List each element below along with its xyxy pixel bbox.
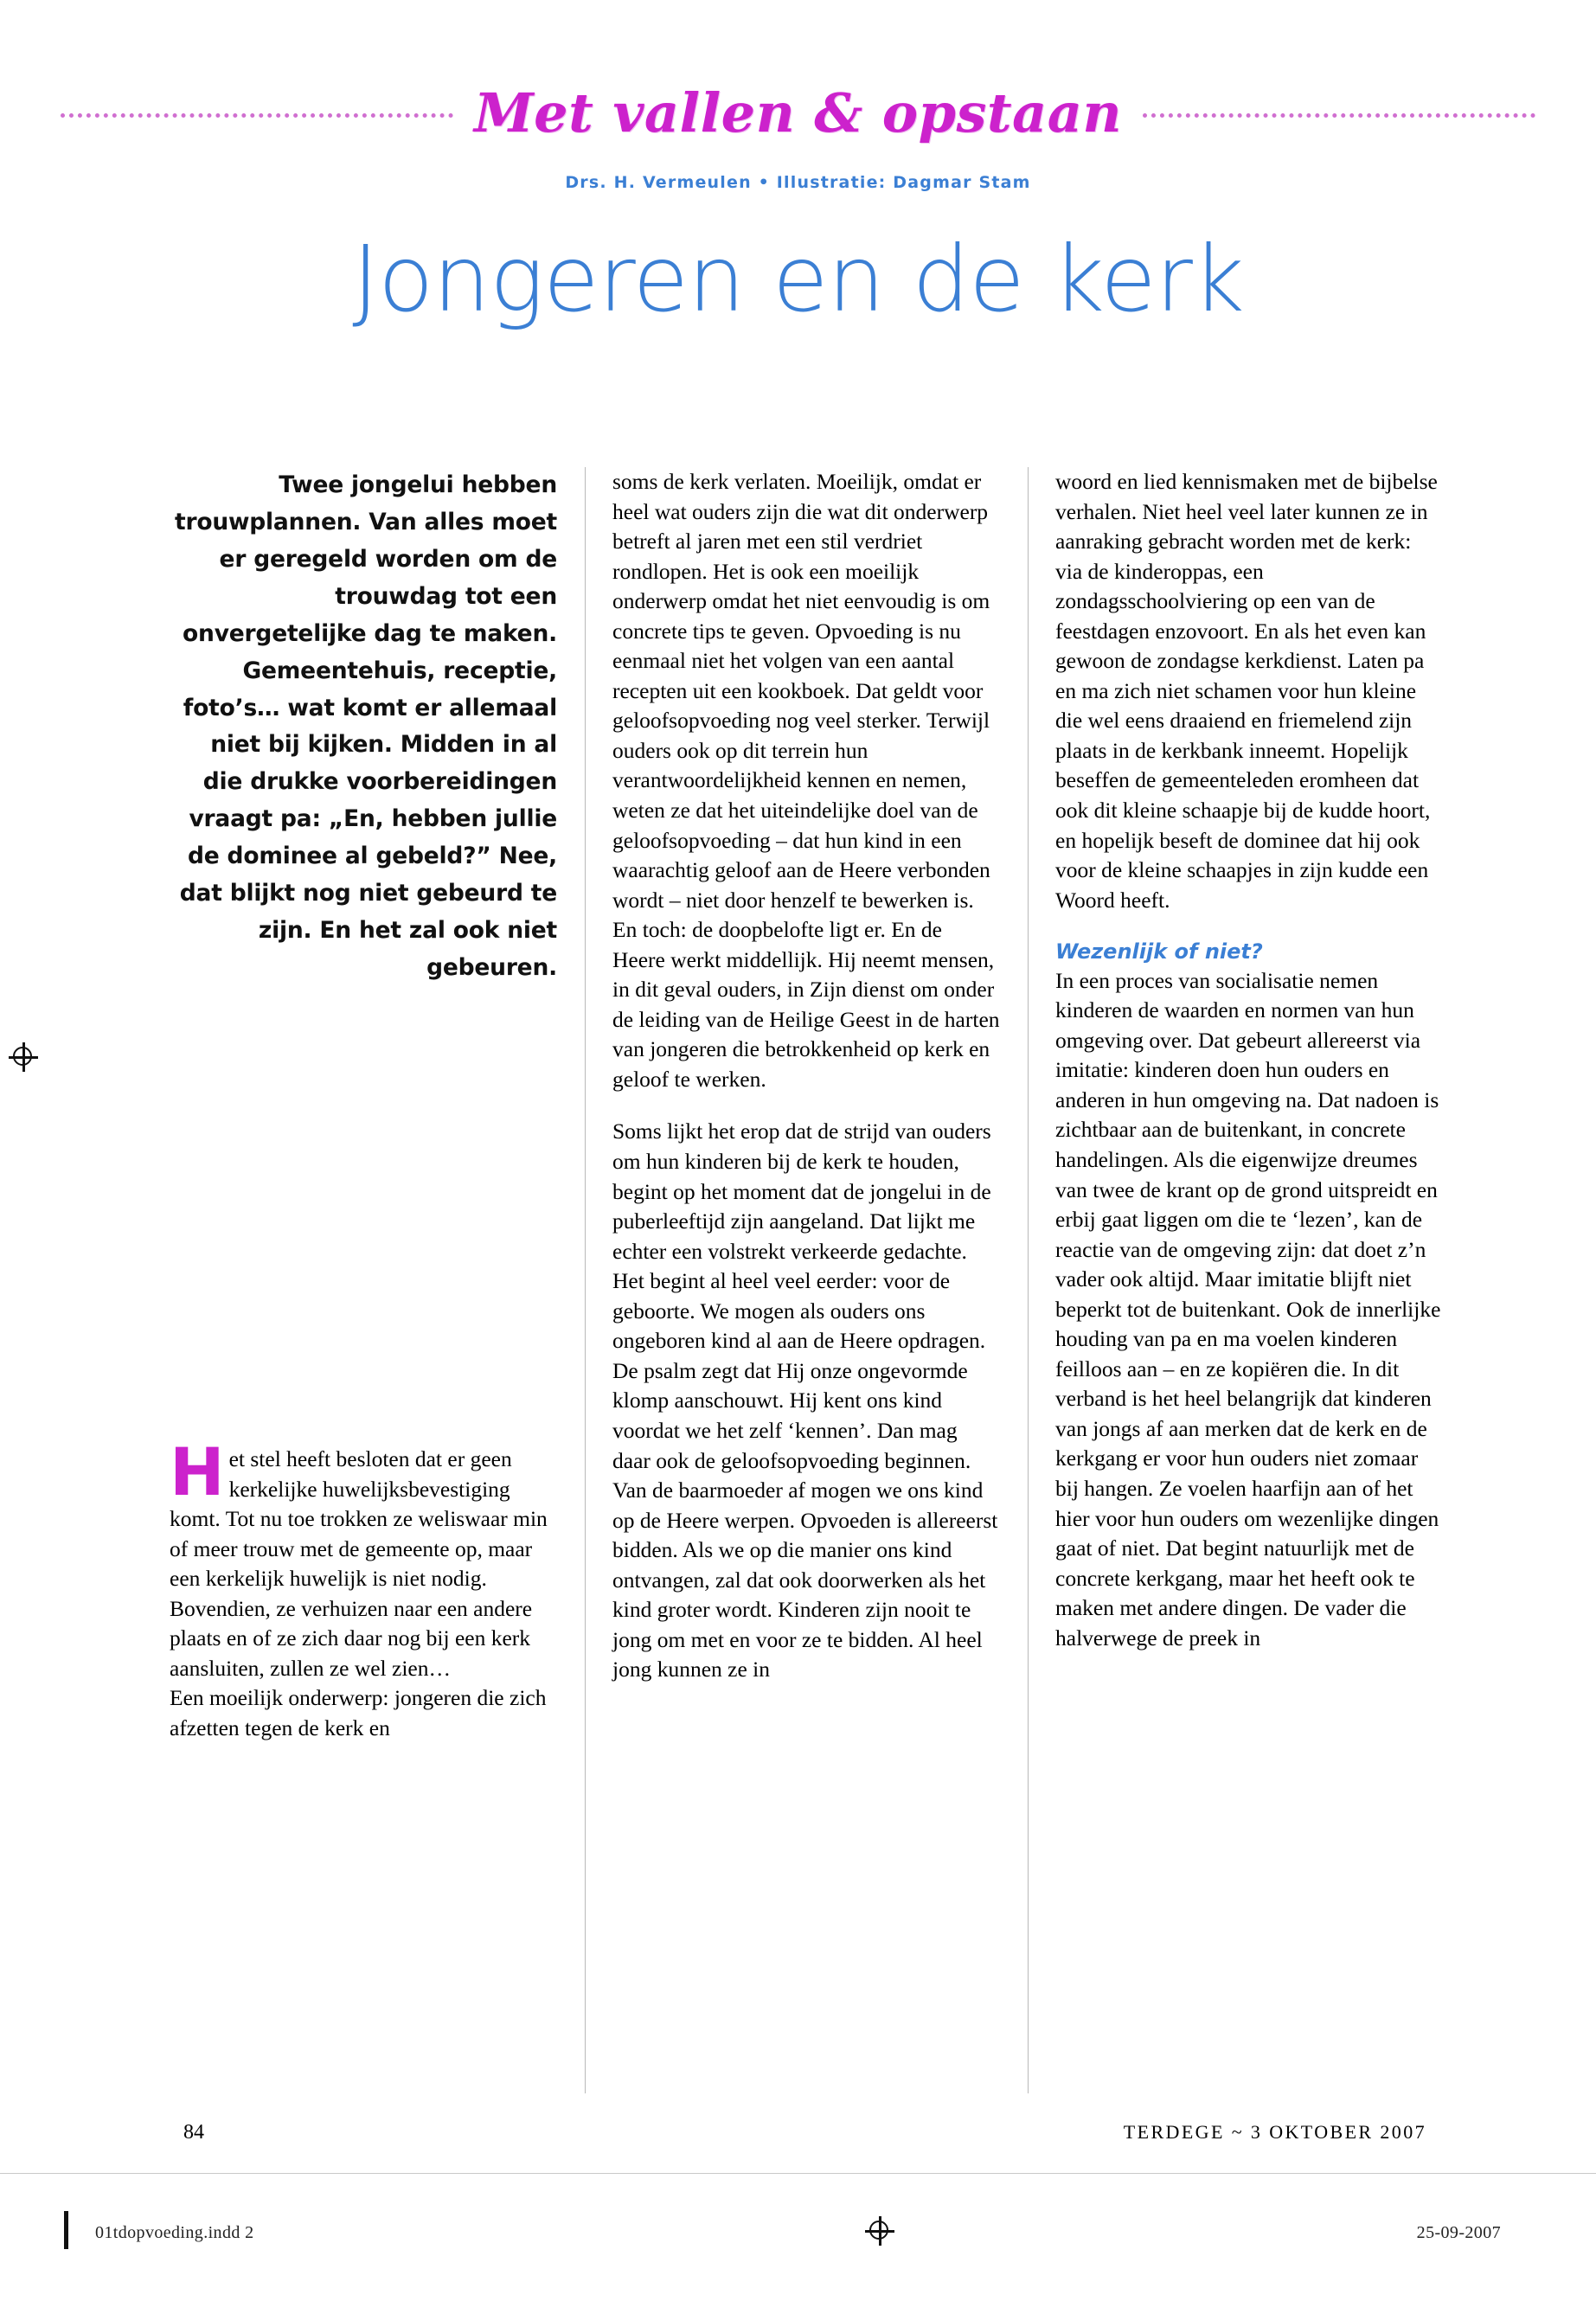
registration-mark-icon bbox=[865, 2216, 894, 2246]
article-headline: Jongeren en de kerk bbox=[352, 227, 1244, 332]
section-subhead: Wezenlijk of niet? bbox=[1055, 939, 1263, 965]
dropcap-paragraph bbox=[170, 1433, 557, 1683]
masthead-title: Met vallen & opstaan bbox=[474, 80, 1122, 144]
crop-tick-mark bbox=[64, 2211, 68, 2249]
masthead bbox=[0, 78, 1596, 147]
paragraph: Een moeilijk onderwerp: jongeren die zich afzetten tegen de kerk en bbox=[170, 1685, 547, 1740]
column-one bbox=[170, 467, 557, 2093]
paragraph: soms de kerk verlaten. Moeilijk, omdat er heel wat ouders zijn die wat dit onderwerp betreft al jaren met een stil verdriet rondlopen. Het is ook een moeilijk onderwerp omdat het niet eenvoudig is om concrete tips te geven. Opvoeding is nu eenmaal niet het volgen van een aantal recepten uit een kookboek. Dat geldt voor geloofsopvoeding nog veel sterker. Terwijl ouders ook op dit terrein hun verantwoordelijkheid kennen en nemen, weten ze dat het uiteindelijke doel van de geloofsopvoeding – dat hun kind in een waarachtig geloof aan de Heere verbonden wordt – niet door henzelf te bewerken is. En toch: de doopbelofte ligt er. En de Heere werkt middellijk. Hij neemt mensen, in dit geval ouders, in Zijn dienst om onder de leiding van de Heilige Geest in de harten van jongeren die betrokkenheid op kerk en geloof te werken. bbox=[612, 469, 1000, 1092]
column-rule-1 bbox=[585, 467, 586, 2093]
registration-mark-icon bbox=[9, 1042, 38, 1072]
footer-rule bbox=[0, 2173, 1596, 2174]
lead-paragraph: Twee jongelui hebben trouwplannen. Van alles moet er geregeld worden om de trouwdag tot een onvergetelijke dag te maken. Gemeentehuis, receptie, foto’s… wat komt er allemaal niet bij kijken. Midden in al die drukke voorbereidingen vraagt pa: „En, hebben jullie de dominee al gebeld?” Nee, dat blijkt nog niet gebeurd te zijn. En het zal ook niet gebeuren. bbox=[174, 471, 557, 981]
paragraph: woord en lied kennismaken met de bijbelse verhalen. Niet heel veel later kunnen ze in aanraking gebracht worden met de kerk: via de kinderoppas, een zondagsschoolviering op een van de feestdagen enzovoort. En als het even kan gewoon de zondagse kerkdienst. Laten pa en ma zich niet schamen voor hun kleine die wel eens draaiend en friemelend zijn plaats in de kerkbank inneemt. Hopelijk beseffen de gemeenteleden eromheen dat ook dit kleine schaapje bij de kudde hoort, en hopelijk beseft de dominee dat hij ook voor de kleine schaapjes in zijn kudde een Woord heeft. bbox=[1055, 469, 1438, 913]
column-one-first-paragraph: et stel heeft besloten dat er geen kerkelijke huwelijksbevestiging komt. Tot nu toe trokken ze weliswaar min of meer trouw met de gemeente op, maar een kerkelijk huwelijk is niet nodig. Bovendien, ze verhuizen naar een andere plaats en of ze zich daar nog bij een kerk aansluiten, zullen ze wel zien… bbox=[170, 1446, 548, 1681]
dotted-rule-right bbox=[1143, 113, 1535, 118]
column-rule-2 bbox=[1028, 467, 1029, 2093]
imprint-filename: 01tdopvoeding.indd 2 bbox=[95, 2223, 254, 2242]
column-three-body bbox=[1055, 467, 1443, 1653]
column-one-continued bbox=[170, 1683, 557, 1743]
column-two bbox=[612, 467, 1000, 2093]
column-three bbox=[1055, 467, 1443, 2093]
paragraph: In een proces van socialisatie nemen kinderen de waarden en normen van hun omgeving over. Dat gebeurt allereerst via imitatie: kinderen doen hun ouders en anderen in hun omgeving na. Dat nadoen is zichtbaar aan de buitenkant, in concrete handelingen. Als die eigenwijze dreumes van twee de krant op de grond uitspreidt en erbij gaat liggen om die te ‘lezen’, kan de reactie van de omgeving zijn: dat doet z’n vader ook altijd. Maar imitatie blijft niet beperkt tot de buitenkant. Ook de innerlijke houding van pa en ma voelen kinderen feilloos aan – en ze kopiëren die. In dit verband is het heel belangrijk dat kinderen van jongs af aan merken dat de kerk en de kerkgang er voor hun ouders niet zomaar bij hangen. Ze voelen haarfijn aan of het hier voor hun ouders om wezenlijke dingen gaat of niet. Dat begint natuurlijk met de concrete kerkgang, maar het heeft ook te maken met andere dingen. De vader die halverwege de preek in bbox=[1055, 967, 1441, 1650]
column-one-body bbox=[170, 1433, 557, 1743]
publication-line: TERDEGE ~ 3 OKTOBER 2007 bbox=[1123, 2121, 1426, 2143]
author-byline: Drs. H. Vermeulen • Illustratie: Dagmar Stam bbox=[565, 173, 1031, 192]
drop-cap: H bbox=[170, 1433, 225, 1510]
article-columns bbox=[170, 467, 1441, 2093]
page-number: 84 bbox=[183, 2121, 204, 2144]
imprint-date: 25-09-2007 bbox=[1416, 2223, 1501, 2242]
dotted-rule-left bbox=[61, 113, 453, 118]
column-two-body bbox=[612, 467, 1000, 1685]
paragraph: Soms lijkt het erop dat de strijd van ouders om hun kinderen bij de kerk te houden, begint op het moment dat de jongelui in de puberleeftijd zijn aangeland. Dat lijkt me echter een volstrekt verkeerde gedachte. Het begint al heel veel eerder: voor de geboorte. We mogen als ouders ons ongeboren kind al aan de Heere opdragen. De psalm zegt dat Hij onze ongevormde klomp aanschouwt. Hij kent ons kind voordat we het zelf ‘kennen’. Dan mag daar ook de geloofsopvoeding beginnen. Van de baarmoeder af mogen we ons kind op de Heere werpen. Opvoeden is allereerst bidden. Als we op die manier ons kind ontvangen, zal dat ook doorwerken als het kind groter wordt. Kinderen zijn nooit te jong om met en voor ze te bidden. Al heel jong kunnen ze in bbox=[612, 1118, 998, 1682]
